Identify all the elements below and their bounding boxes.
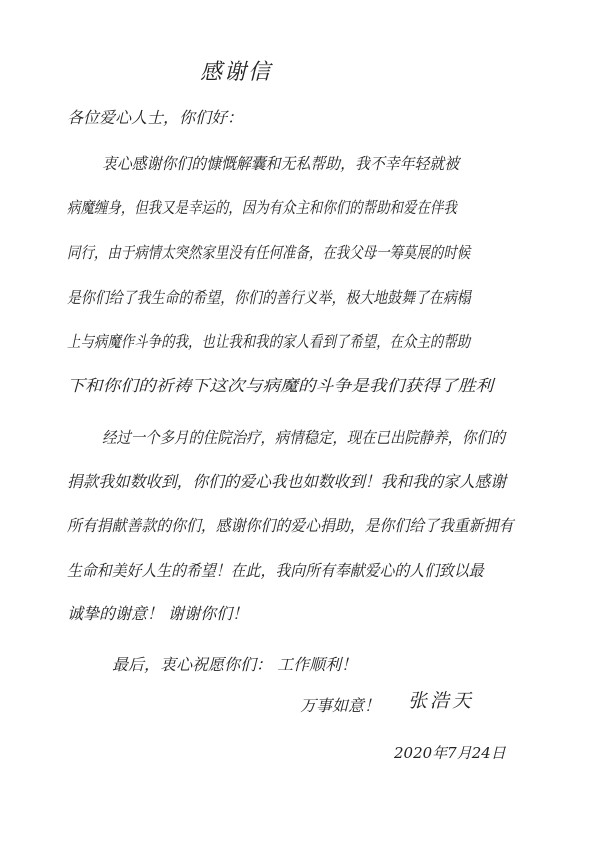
letter-line: 病魔缠身，但我又是幸运的，因为有众主和你们的帮助和爱在伴我: [67, 198, 457, 217]
letter-line: 衷心感谢你们的慷慨解囊和无私帮助，我不幸年轻就被: [102, 154, 460, 173]
letter-closing: 最后，衷心祝愿你们： 工作顺利！: [112, 655, 358, 674]
letter-line: 所有捐献善款的你们，感谢你们的爱心捐助，是你们给了我重新拥有: [67, 516, 514, 535]
letter-line: 同行，由于病情太突然家里没有任何准备，在我父母一筹莫展的时候: [67, 243, 471, 262]
letter-line: 下和你们的祈祷下这次与病魔的斗争是我们获得了胜利: [67, 376, 494, 395]
letter-signature: 张浩天: [408, 690, 475, 712]
letter-line: 经过一个多月的住院治疗，病情稳定，现在已出院静养，你们的: [102, 428, 506, 447]
letter-line: 诚挚的谢意！ 谢谢你们！: [67, 604, 249, 623]
letter-title: 感谢信: [200, 60, 273, 85]
letter-date: 2020年7月24日: [394, 744, 506, 762]
letter-greeting: 各位爱心人士，你们好：: [67, 108, 244, 127]
letter-line: 捐款我如数收到，你们的爱心我也如数收到！我和我的家人感谢: [67, 472, 507, 491]
letter-line: 生命和美好人生的希望！在此，我向所有奉献爱心的人们致以最: [67, 561, 484, 580]
letter-line: 是你们给了我生命的希望，你们的善行义举，极大地鼓舞了在病榻: [67, 288, 471, 307]
letter-closing-wish: 万事如意！: [300, 696, 381, 715]
letter-line: 上与病魔作斗争的我，也让我和我的家人看到了希望，在众主的帮助: [67, 332, 471, 351]
